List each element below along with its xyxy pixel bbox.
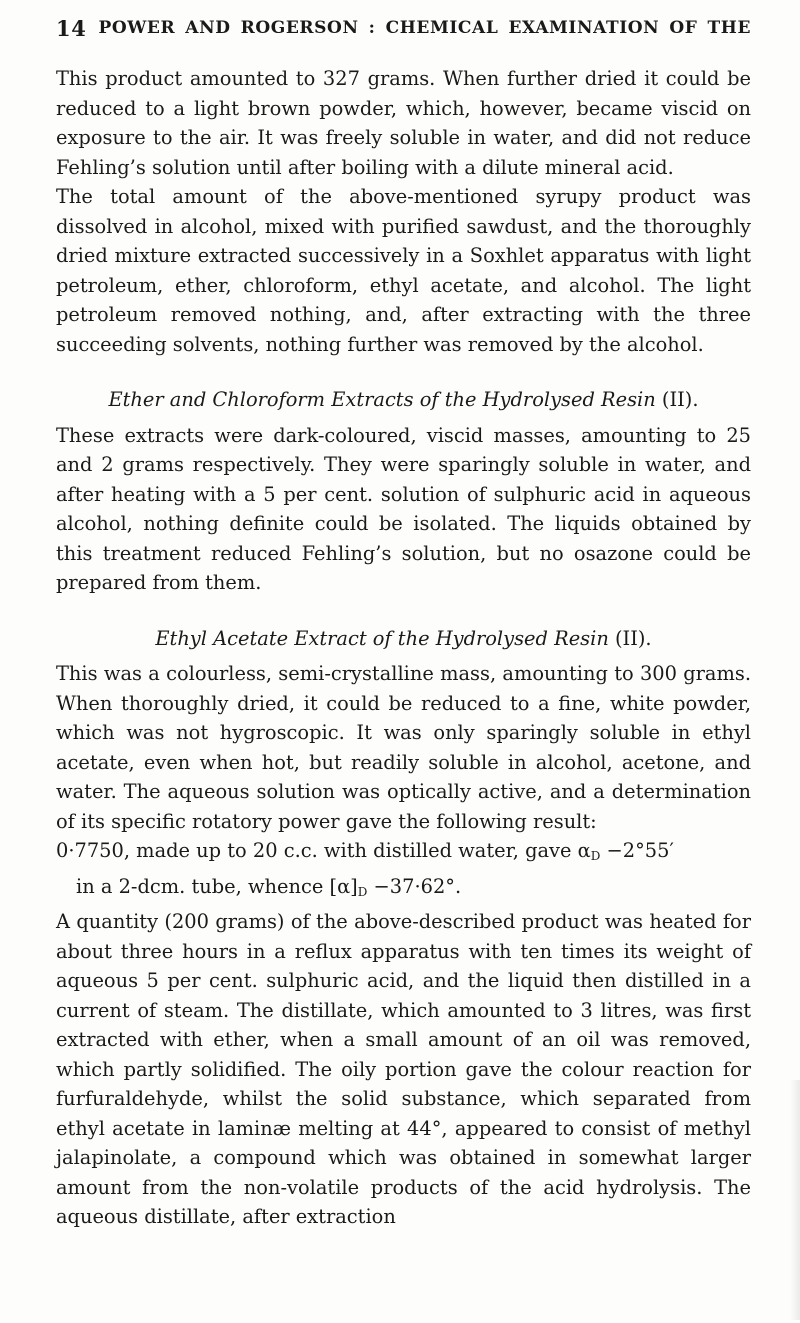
paragraph: These extracts were dark-coloured, viscid masses, amounting to 25 and 2 grams respectively. They were sparingly soluble in water, and after heating with a 5 per cent. solution of sulphuric acid in aqueous alcohol, nothing definite could be isolated. The liquids obtained by this treatment reduced Fehling’s solution, but no osazone could be prepared from them.	[56, 423, 751, 594]
subscript: D	[357, 884, 368, 899]
section-heading-text: Ether and Chloroform Extracts of the Hydrolysed Resin	[108, 388, 656, 411]
rotation-data-text: 0·7750, made up to 20 c.c. with distilled water, gave α	[56, 839, 591, 862]
section-heading	[56, 385, 751, 415]
section-heading-number: (II).	[661, 388, 699, 411]
subscript: D	[590, 849, 601, 863]
section-heading	[56, 624, 751, 654]
rotation-value: −2°55′	[600, 839, 674, 862]
running-head	[56, 12, 751, 44]
rotation-data-text: in a 2-dcm. tube, whence [α]	[76, 874, 358, 898]
specific-rotation-value: −37·62°.	[367, 874, 462, 898]
rotation-data-line	[56, 872, 751, 908]
paragraph: This was a colourless, semi-crystalline mass, amounting to 300 grams. When thoroughly dried, it could be reduced to a fine, white powder, which was not hygroscopic. It was only sparingly soluble in ethyl acetate, even when hot, but readily soluble in alcohol, acetone, and water. The aqueous solution was optically active, and a determination of its specific rotatory power gave the following result:	[56, 662, 751, 833]
page-edge-shadow	[790, 1080, 800, 1320]
body-text	[56, 64, 751, 1232]
paragraph: A quantity (200 grams) of the above-described product was heated for about three hours in a reflux apparatus with ten times its weight of aqueous 5 per cent. sulphuric acid, and the liquid then distilled in a current of steam. The distillate, which amounted to 3 litres, was first extracted with ether, when a small amount of an oil was removed, which partly solidified. The oily portion gave the colour reaction for furfuraldehyde, whilst the solid substance, which separated from ethyl acetate in laminæ melting at 44°, appeared to consist of methyl jalapinolate, a compound which was obtained in somewhat larger amount from the non-volatile products of the acid hydrolysis. The aqueous distillate, after extraction	[56, 910, 751, 1228]
rotation-data-line	[56, 836, 751, 872]
section-heading-text: Ethyl Acetate Extract of the Hydrolysed Resin	[155, 626, 609, 650]
running-title: POWER AND ROGERSON : CHEMICAL EXAMINATION OF THE	[98, 18, 751, 38]
paragraph: The total amount of the above-mentioned syrupy product was dissolved in alcohol, mixed with purified sawdust, and the thoroughly dried mixture extracted successively in a Soxhlet apparatus with light petroleum, ether, chloroform, ethyl acetate, and alcohol. The light petroleum removed nothing, and, after extracting with the three succeeding solvents, nothing further was removed by the alcohol.	[56, 185, 751, 356]
paragraph: This product amounted to 327 grams. When further dried it could be reduced to a light brown powder, which, however, became viscid on exposure to the air. It was freely soluble in water, and did not reduce Fehling’s solution until after boiling with a dilute mineral acid.	[56, 67, 751, 179]
page-number: 14	[56, 15, 87, 41]
section-heading-number: (II).	[614, 626, 652, 650]
